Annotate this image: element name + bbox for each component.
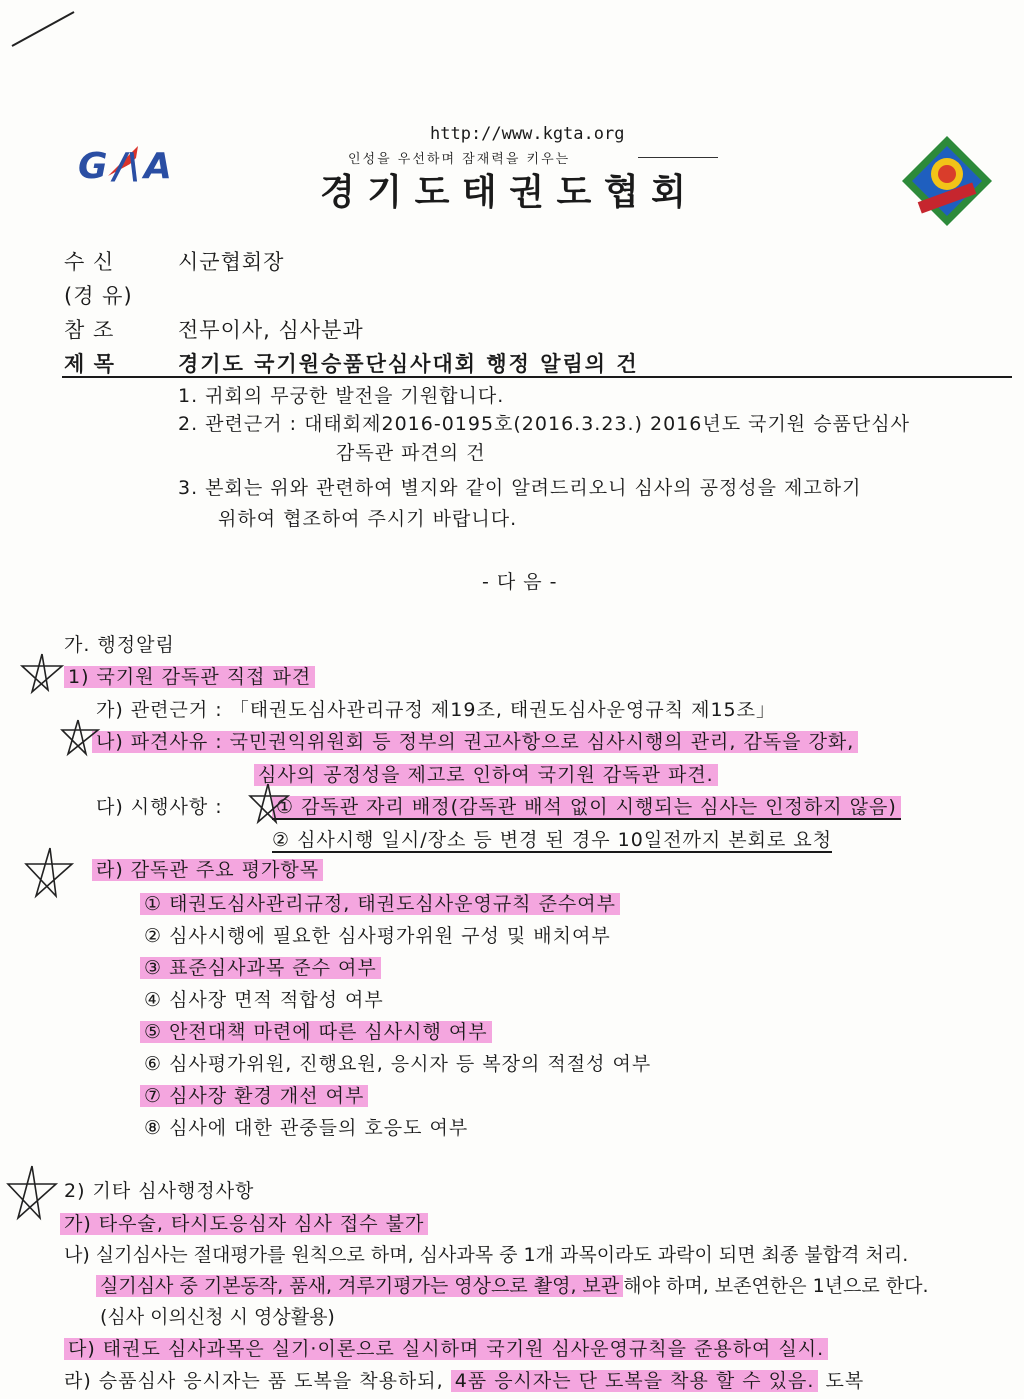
sub-ra-text: 라) 감독관 주요 평가항목 [92, 859, 323, 881]
sec2-na-b-highlight: 실기심사 중 기본동작, 품새, 겨루기평가는 영상으로 촬영, 보관 [96, 1275, 623, 1297]
sec2-na-b-rest: 해야 하며, 보존연한은 1년으로 한다. [623, 1275, 929, 1297]
eval-item-8: ⑧ 심사에 대한 관중들의 호응도 여부 [144, 1117, 469, 1139]
header-slogan: 인성을 우선하며 잠재력을 키우는 [348, 152, 571, 167]
sub-na-a-text: 나) 파견사유 : 국민권익위원회 등 정부의 권고사항으로 심사시행의 관리, 감독을 강화, [92, 731, 858, 753]
item-1 [64, 662, 315, 689]
intro-line-3a: 3. 본회는 위와 관련하여 별지와 같이 알려드리오니 심사의 공정성을 제고하기 [178, 477, 862, 499]
eval-item-3-text: ③ 표준심사과목 준수 여부 [140, 957, 381, 979]
sub-na-b-text: 심사의 공정성을 제고로 인하여 국기원 감독관 파견. [254, 764, 718, 786]
eval-item-7-text: ⑦ 심사장 환경 개선 여부 [140, 1085, 368, 1107]
eval-item-5 [140, 1017, 492, 1044]
sec2-na-a: 나) 실기심사는 절대평가를 원칙으로 하며, 심사과목 중 1개 과목이라도 과락이 되면 최종 불합격 처리. [64, 1244, 909, 1266]
header-url: http://www.kgta.org [430, 124, 625, 144]
section-ga-title: 가. 행정알림 [64, 634, 175, 656]
intro-line-3b: 위하여 협조하여 주시기 바랍니다. [218, 508, 518, 530]
sec2-ra-highlight: 4품 응시자는 단 도복을 착용 할 수 있음. [451, 1370, 819, 1392]
eval-item-7 [140, 1081, 368, 1108]
intro-line-1: 1. 귀회의 무궁한 발전을 기원합니다. [178, 385, 505, 407]
slogan-rule [638, 157, 718, 158]
recipient-value: 시군협회장 [178, 250, 285, 274]
org-name: 경 기 도 태 권 도 협 회 [320, 172, 686, 213]
subject-label: 제 목 [64, 352, 115, 376]
eval-item-2: ② 심사시행에 필요한 심사평가위원 구성 및 배치여부 [144, 925, 611, 947]
sub-da-label: 다) 시행사항 : [96, 796, 223, 818]
star-mark-4 [22, 844, 76, 900]
item-1-text: 1) 국기원 감독관 직접 파견 [64, 666, 315, 688]
svg-text:/\: /\ [114, 146, 141, 187]
svg-text:G: G [78, 146, 108, 187]
star-mark-2 [58, 716, 102, 758]
sub-da-1 [272, 792, 901, 819]
star-mark-1 [18, 650, 66, 696]
recipient-label: 수 신 [64, 250, 115, 274]
subject-value: 경기도 국기원승품단심사대회 행정 알림의 건 [178, 352, 639, 376]
via-label: (경 유) [64, 284, 133, 308]
pen-stroke-mark [8, 6, 78, 51]
sub-na-b [254, 760, 718, 787]
sub-da-1-text: ① 감독관 자리 배정(감독관 배석 없이 시행되는 심사는 인정하지 않음) [272, 796, 901, 820]
eval-item-6: ⑥ 심사평가위원, 진행요원, 응시자 등 복장의 적절성 여부 [144, 1053, 652, 1075]
star-mark-3 [246, 780, 292, 826]
sec2-na-b [96, 1271, 929, 1298]
association-emblem [898, 132, 996, 230]
ref-label: 참 조 [64, 318, 115, 342]
sec2-na-c: (심사 이의신청 시 영상활용) [100, 1306, 335, 1328]
eval-item-1-text: ① 태권도심사관리규정, 태권도심사운영규칙 준수여부 [140, 893, 620, 915]
sec2-ra-tail: 도복 [825, 1370, 865, 1392]
eval-item-5-text: ⑤ 안전대책 마련에 따른 심사시행 여부 [140, 1021, 492, 1043]
ref-value: 전무이사, 심사분과 [178, 318, 364, 342]
sec2-ga [60, 1209, 428, 1236]
eval-item-1 [140, 889, 620, 916]
sec2-ra [64, 1366, 864, 1393]
intro-line-2b: 감독관 파견의 건 [336, 442, 486, 464]
eval-item-4: ④ 심사장 면적 적합성 여부 [144, 989, 384, 1011]
dagum-heading: - 다 음 - [482, 571, 558, 593]
sub-ga: 가) 관련근거 : 「태권도심사관리규정 제19조, 태권도심사운영규칙 제15조」 [96, 699, 777, 721]
svg-text:A: A [144, 146, 172, 187]
sec2-da [64, 1334, 828, 1361]
sub-da-2 [272, 825, 832, 852]
intro-line-2a: 2. 관련근거 : 대태회제2016-0195호(2016.3.23.) 2016년도 국기원 승품단심사 [178, 413, 910, 435]
section-2-title: 2) 기타 심사행정사항 [64, 1180, 255, 1202]
sub-ra [92, 855, 323, 882]
sub-da-2-text: ② 심사시행 일시/장소 등 변경 된 경우 10일전까지 본회로 요청 [272, 829, 833, 851]
sec2-ga-text: 가) 타우술, 타시도응심자 심사 접수 불가 [60, 1213, 428, 1235]
subject-rule [62, 376, 1012, 378]
eval-item-3 [140, 953, 381, 980]
sec2-da-text: 다) 태권도 심사과목은 실기·이론으로 실시하며 국기원 심사운영규칙을 준용하여 실시. [64, 1338, 828, 1360]
gta-logo [78, 138, 188, 188]
sub-na-a [92, 727, 858, 754]
star-mark-5 [4, 1162, 60, 1222]
sec2-ra-a: 라) 승품심사 응시자는 품 도복을 착용하되, [64, 1370, 444, 1392]
